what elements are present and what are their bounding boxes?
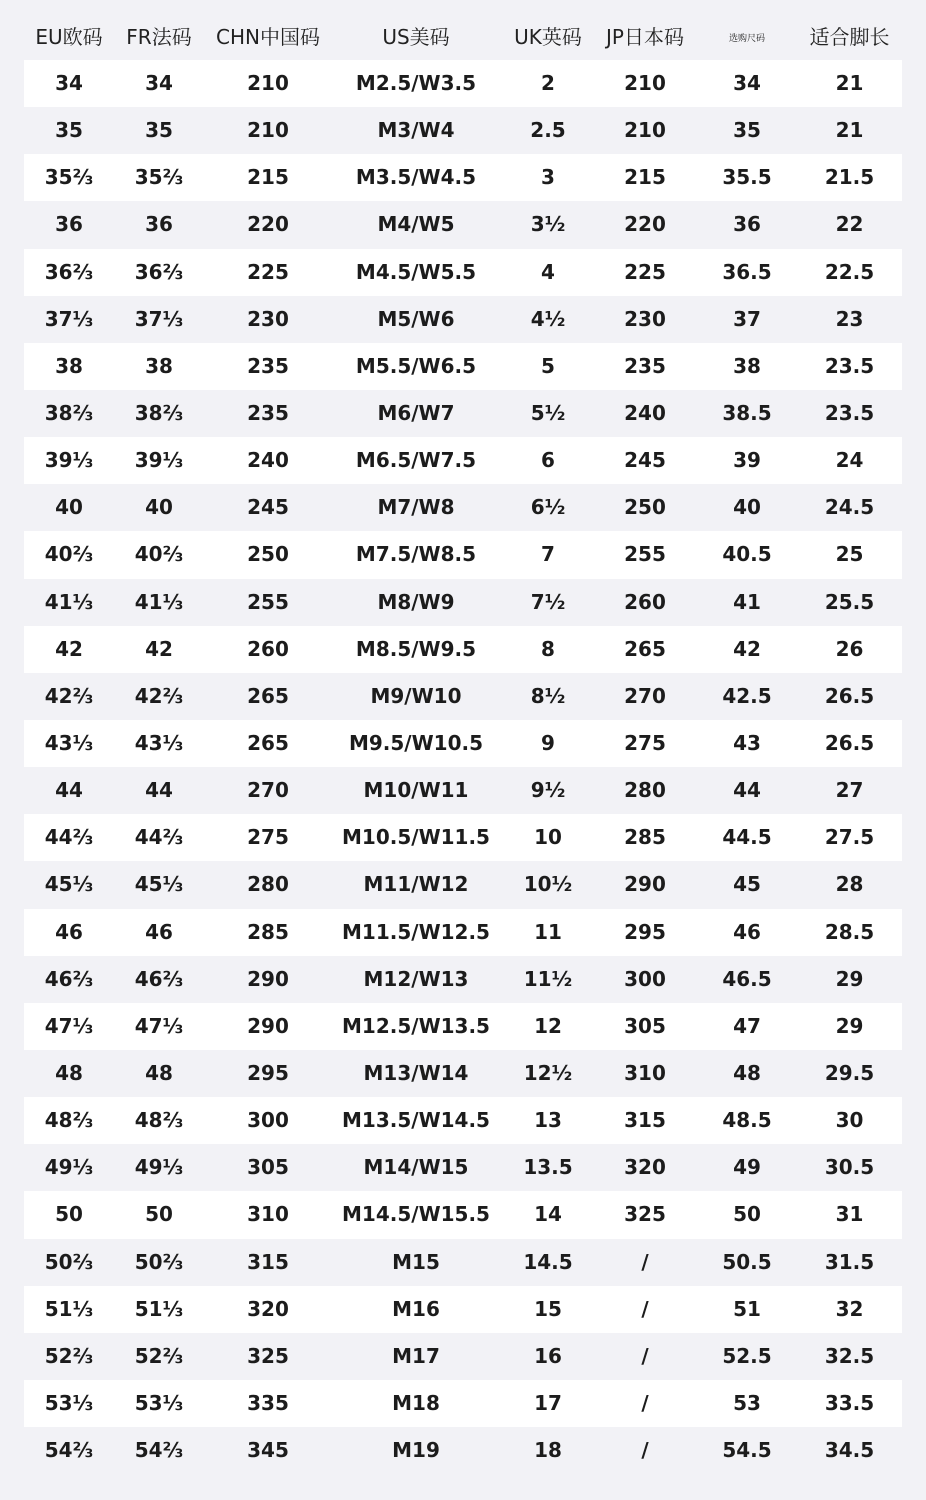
cell-jp: 210	[624, 71, 666, 95]
table-row	[24, 201, 902, 248]
cell-foot-length: 25	[835, 542, 864, 567]
cell-us: M6/W7	[377, 400, 455, 425]
cell-fr: 37⅓	[134, 306, 184, 331]
table-row	[24, 296, 902, 343]
table-row	[24, 437, 902, 484]
cell-fr: 48⅔	[134, 1108, 184, 1133]
cell-foot-length: 21.5	[824, 165, 875, 190]
cell-foot-length: 22	[835, 212, 864, 237]
cell-eu: 43⅓	[44, 730, 94, 755]
cell-uk: 7	[541, 542, 555, 567]
table-row	[24, 1286, 902, 1333]
table-row	[24, 1191, 902, 1238]
cell-selected-size: 35.5	[722, 165, 772, 190]
cell-chn: 335	[247, 1390, 289, 1415]
cell-foot-length: 21	[835, 118, 864, 143]
cell-fr: 42	[145, 636, 173, 661]
cell-us: M15	[392, 1249, 440, 1274]
cell-uk: 6½	[530, 495, 566, 520]
table-row	[24, 107, 902, 154]
cell-chn: 320	[247, 1296, 289, 1321]
cell-uk: 8½	[530, 683, 566, 708]
table-row	[24, 249, 902, 296]
size-chart-body	[24, 60, 902, 1474]
cell-fr: 43⅓	[134, 730, 184, 755]
cell-foot-length: 29	[835, 966, 864, 991]
table-row	[24, 956, 902, 1003]
cell-fr: 45⅓	[134, 872, 184, 897]
table-row	[24, 1380, 902, 1427]
cell-eu: 50	[55, 1202, 83, 1227]
cell-eu: 40	[55, 495, 83, 520]
cell-us: M12/W13	[363, 966, 469, 991]
cell-us: M16	[392, 1296, 440, 1321]
cell-jp: 225	[624, 259, 666, 284]
cell-jp: /	[641, 1249, 649, 1274]
table-row	[24, 484, 902, 531]
cell-uk: 3½	[530, 212, 566, 237]
cell-eu: 44	[55, 778, 83, 803]
cell-uk: 3	[541, 165, 555, 190]
cell-fr: 46	[145, 919, 173, 944]
header-fr: FR法码	[126, 25, 192, 49]
cell-uk: 5½	[530, 400, 566, 425]
cell-eu: 34	[55, 71, 83, 95]
cell-eu: 49⅓	[44, 1155, 94, 1180]
table-row	[24, 861, 902, 908]
cell-jp: 280	[624, 778, 666, 803]
cell-jp: 290	[624, 872, 666, 897]
cell-us: M13/W14	[363, 1060, 469, 1085]
cell-chn: 300	[247, 1108, 289, 1133]
cell-eu: 47⅓	[44, 1013, 94, 1038]
cell-eu: 44⅔	[44, 825, 94, 850]
cell-chn: 270	[247, 778, 289, 803]
cell-uk: 12½	[523, 1060, 573, 1085]
cell-foot-length: 23	[835, 306, 864, 331]
table-row	[24, 1333, 902, 1380]
cell-eu: 38	[55, 353, 83, 378]
table-row	[24, 1003, 902, 1050]
table-row	[24, 531, 902, 578]
table-row	[24, 1427, 902, 1474]
cell-chn: 280	[247, 872, 289, 897]
cell-foot-length: 24.5	[824, 495, 875, 520]
cell-foot-length: 26.5	[824, 683, 875, 708]
cell-us: M4/W5	[377, 212, 455, 237]
cell-selected-size: 50	[733, 1202, 761, 1227]
cell-chn: 285	[247, 919, 289, 944]
cell-eu: 50⅔	[44, 1249, 94, 1274]
cell-eu: 35⅔	[44, 165, 94, 190]
cell-uk: 17	[534, 1390, 562, 1415]
cell-selected-size: 43	[733, 730, 761, 755]
cell-fr: 47⅓	[134, 1013, 184, 1038]
cell-us: M14/W15	[363, 1155, 469, 1180]
cell-uk: 14	[534, 1202, 562, 1227]
cell-us: M9/W10	[370, 683, 462, 708]
cell-chn: 305	[247, 1155, 289, 1180]
header-eu: EU欧码	[35, 25, 103, 49]
cell-jp: 300	[624, 966, 666, 991]
table-row	[24, 390, 902, 437]
cell-fr: 42⅔	[134, 683, 184, 708]
cell-chn: 215	[247, 165, 289, 190]
cell-us: M6.5/W7.5	[355, 448, 477, 473]
cell-us: M8/W9	[377, 589, 455, 614]
table-row	[24, 626, 902, 673]
cell-chn: 315	[247, 1249, 289, 1274]
cell-uk: 13.5	[523, 1155, 573, 1180]
cell-fr: 38⅔	[134, 400, 184, 425]
cell-foot-length: 25.5	[824, 589, 875, 614]
cell-foot-length: 34.5	[824, 1438, 875, 1463]
cell-us: M7.5/W8.5	[355, 542, 477, 567]
cell-fr: 54⅔	[134, 1438, 184, 1463]
header-foot-length: 适合脚长	[809, 25, 890, 49]
cell-jp: 215	[624, 165, 666, 190]
cell-fr: 35⅔	[134, 165, 184, 190]
cell-selected-size: 54.5	[722, 1438, 772, 1463]
cell-jp: /	[641, 1390, 649, 1415]
cell-uk: 4	[541, 259, 555, 284]
cell-selected-size: 42.5	[722, 683, 772, 708]
cell-selected-size: 46	[733, 919, 761, 944]
cell-foot-length: 27.5	[824, 825, 875, 850]
cell-eu: 52⅔	[44, 1343, 94, 1368]
cell-jp: 265	[624, 636, 666, 661]
cell-fr: 40	[145, 495, 173, 520]
cell-eu: 40⅔	[44, 542, 94, 567]
table-row	[24, 154, 902, 201]
cell-foot-length: 23.5	[824, 400, 875, 425]
cell-chn: 235	[247, 400, 289, 425]
cell-foot-length: 26.5	[824, 730, 875, 755]
cell-uk: 9½	[530, 778, 566, 803]
cell-foot-length: 21	[835, 71, 864, 95]
cell-fr: 40⅔	[134, 542, 184, 567]
table-row	[24, 814, 902, 861]
cell-fr: 53⅓	[134, 1390, 184, 1415]
cell-jp: 235	[624, 353, 666, 378]
cell-uk: 13	[534, 1108, 562, 1133]
cell-eu: 46	[55, 919, 83, 944]
cell-selected-size: 36.5	[722, 259, 772, 284]
cell-us: M5.5/W6.5	[355, 353, 477, 378]
cell-selected-size: 52.5	[722, 1343, 772, 1368]
cell-selected-size: 38	[733, 353, 761, 378]
cell-jp: 310	[624, 1060, 666, 1085]
table-row	[24, 720, 902, 767]
cell-us: M11.5/W12.5	[342, 919, 490, 944]
cell-foot-length: 29	[835, 1013, 864, 1038]
cell-chn: 260	[247, 636, 289, 661]
cell-uk: 7½	[530, 589, 566, 614]
cell-us: M5/W6	[377, 306, 455, 331]
cell-us: M2.5/W3.5	[355, 71, 477, 95]
cell-fr: 48	[145, 1060, 173, 1085]
cell-foot-length: 30	[835, 1108, 864, 1133]
cell-selected-size: 45	[733, 872, 761, 897]
cell-fr: 38	[145, 353, 173, 378]
cell-selected-size: 34	[733, 71, 761, 95]
cell-jp: 295	[624, 919, 666, 944]
cell-selected-size: 50.5	[722, 1249, 772, 1274]
cell-fr: 49⅓	[134, 1155, 184, 1180]
cell-us: M8.5/W9.5	[355, 636, 477, 661]
cell-uk: 15	[534, 1296, 562, 1321]
cell-foot-length: 31	[835, 1202, 864, 1227]
cell-uk: 8	[541, 636, 555, 661]
cell-foot-length: 22.5	[824, 259, 875, 284]
cell-chn: 310	[247, 1202, 289, 1227]
cell-uk: 6	[541, 448, 555, 473]
table-row	[24, 1239, 902, 1286]
table-row	[24, 343, 902, 390]
cell-uk: 5	[541, 353, 555, 378]
table-row	[24, 1097, 902, 1144]
cell-chn: 275	[247, 825, 289, 850]
cell-jp: 275	[624, 730, 666, 755]
cell-foot-length: 27	[835, 778, 864, 803]
cell-selected-size: 46.5	[722, 966, 772, 991]
cell-us: M17	[392, 1343, 440, 1368]
cell-uk: 10	[534, 825, 562, 850]
cell-chn: 210	[247, 118, 289, 143]
cell-us: M11/W12	[363, 872, 469, 897]
cell-jp: 270	[624, 683, 666, 708]
cell-selected-size: 39	[733, 448, 761, 473]
table-row	[24, 673, 902, 720]
cell-us: M10.5/W11.5	[342, 825, 490, 850]
cell-fr: 44⅔	[134, 825, 184, 850]
cell-eu: 42	[55, 636, 83, 661]
cell-jp: 325	[624, 1202, 666, 1227]
cell-selected-size: 47	[733, 1013, 761, 1038]
cell-selected-size: 44	[733, 778, 761, 803]
cell-fr: 36	[145, 212, 173, 237]
cell-us: M12.5/W13.5	[342, 1013, 490, 1038]
cell-uk: 10½	[523, 872, 573, 897]
cell-fr: 52⅔	[134, 1343, 184, 1368]
cell-chn: 225	[247, 259, 289, 284]
cell-us: M14.5/W15.5	[342, 1202, 490, 1227]
cell-eu: 45⅓	[44, 872, 94, 897]
cell-fr: 51⅓	[134, 1296, 184, 1321]
cell-jp: 220	[624, 212, 666, 237]
cell-uk: 11½	[523, 966, 573, 991]
cell-uk: 9	[541, 730, 555, 755]
cell-us: M4.5/W5.5	[355, 259, 477, 284]
cell-fr: 41⅓	[134, 589, 184, 614]
cell-selected-size: 41	[733, 589, 761, 614]
cell-jp: 305	[624, 1013, 666, 1038]
header-chn: CHN中国码	[216, 25, 320, 49]
cell-fr: 50⅔	[134, 1249, 184, 1274]
cell-fr: 36⅔	[134, 259, 184, 284]
cell-chn: 210	[247, 71, 289, 95]
cell-eu: 54⅔	[44, 1438, 94, 1463]
size-chart-header	[24, 14, 902, 60]
cell-selected-size: 37	[733, 306, 761, 331]
cell-chn: 345	[247, 1438, 289, 1463]
cell-foot-length: 31.5	[824, 1249, 875, 1274]
cell-us: M19	[392, 1438, 440, 1463]
cell-fr: 34	[145, 71, 173, 95]
cell-eu: 51⅓	[44, 1296, 94, 1321]
cell-jp: 240	[624, 400, 666, 425]
cell-foot-length: 23.5	[824, 353, 875, 378]
cell-jp: 285	[624, 825, 666, 850]
cell-chn: 220	[247, 212, 289, 237]
cell-chn: 290	[247, 966, 289, 991]
cell-foot-length: 32.5	[824, 1343, 875, 1368]
cell-fr: 50	[145, 1202, 173, 1227]
cell-jp: /	[641, 1438, 649, 1463]
cell-foot-length: 33.5	[824, 1390, 875, 1415]
cell-selected-size: 36	[733, 212, 761, 237]
cell-chn: 250	[247, 542, 289, 567]
cell-us: M18	[392, 1390, 440, 1415]
cell-eu: 37⅓	[44, 306, 94, 331]
cell-chn: 240	[247, 448, 289, 473]
cell-fr: 46⅔	[134, 966, 184, 991]
cell-uk: 4½	[530, 306, 566, 331]
cell-us: M13.5/W14.5	[342, 1108, 490, 1133]
cell-uk: 2	[541, 71, 555, 95]
cell-chn: 235	[247, 353, 289, 378]
cell-foot-length: 28	[835, 872, 864, 897]
cell-selected-size: 44.5	[722, 825, 772, 850]
cell-foot-length: 32	[835, 1296, 864, 1321]
cell-eu: 48⅔	[44, 1108, 94, 1133]
cell-selected-size: 42	[733, 636, 761, 661]
header-selected-size: 选购尺码	[728, 34, 765, 44]
cell-fr: 44	[145, 778, 173, 803]
cell-jp: 210	[624, 118, 666, 143]
cell-jp: /	[641, 1343, 649, 1368]
cell-uk: 11	[534, 919, 562, 944]
cell-eu: 42⅔	[44, 683, 94, 708]
cell-selected-size: 48.5	[722, 1108, 772, 1133]
cell-chn: 290	[247, 1013, 289, 1038]
cell-selected-size: 40	[733, 495, 761, 520]
cell-jp: 250	[624, 495, 666, 520]
cell-selected-size: 51	[733, 1296, 761, 1321]
cell-chn: 265	[247, 683, 289, 708]
cell-jp: 260	[624, 589, 666, 614]
cell-us: M9.5/W10.5	[348, 730, 484, 755]
cell-jp: 315	[624, 1108, 666, 1133]
table-row	[24, 1050, 902, 1097]
cell-us: M3.5/W4.5	[355, 165, 477, 190]
cell-foot-length: 26	[835, 636, 864, 661]
cell-chn: 265	[247, 730, 289, 755]
cell-us: M10/W11	[363, 778, 469, 803]
cell-chn: 230	[247, 306, 289, 331]
cell-selected-size: 49	[733, 1155, 761, 1180]
cell-eu: 53⅓	[44, 1390, 94, 1415]
cell-fr: 35	[145, 118, 173, 143]
cell-selected-size: 48	[733, 1060, 761, 1085]
cell-us: M7/W8	[377, 495, 455, 520]
cell-jp: 230	[624, 306, 666, 331]
cell-selected-size: 53	[733, 1390, 761, 1415]
cell-uk: 12	[534, 1013, 562, 1038]
cell-jp: 255	[624, 542, 666, 567]
cell-chn: 245	[247, 495, 289, 520]
cell-eu: 36⅔	[44, 259, 94, 284]
table-row	[24, 60, 902, 107]
table-row	[24, 579, 902, 626]
cell-eu: 39⅓	[44, 448, 94, 473]
cell-foot-length: 29.5	[824, 1060, 875, 1085]
cell-eu: 36	[55, 212, 83, 237]
cell-uk: 14.5	[523, 1249, 573, 1274]
cell-selected-size: 35	[733, 118, 761, 143]
cell-eu: 35	[55, 118, 83, 143]
cell-eu: 41⅓	[44, 589, 94, 614]
table-row	[24, 767, 902, 814]
cell-chn: 325	[247, 1343, 289, 1368]
cell-chn: 295	[247, 1060, 289, 1085]
cell-jp: 245	[624, 448, 666, 473]
cell-us: M3/W4	[377, 118, 455, 143]
cell-uk: 2.5	[530, 118, 566, 143]
cell-fr: 39⅓	[134, 448, 184, 473]
header-us: US美码	[382, 25, 450, 49]
cell-uk: 18	[534, 1438, 562, 1463]
cell-foot-length: 30.5	[824, 1155, 875, 1180]
cell-foot-length: 28.5	[824, 919, 875, 944]
cell-jp: /	[641, 1296, 649, 1321]
cell-eu: 48	[55, 1060, 83, 1085]
cell-eu: 46⅔	[44, 966, 94, 991]
cell-uk: 16	[534, 1343, 562, 1368]
header-jp: JP日本码	[606, 25, 684, 49]
table-row	[24, 1144, 902, 1191]
cell-eu: 38⅔	[44, 400, 94, 425]
cell-jp: 320	[624, 1155, 666, 1180]
cell-chn: 255	[247, 589, 289, 614]
header-uk: UK英码	[514, 25, 582, 49]
cell-foot-length: 24	[835, 448, 864, 473]
cell-selected-size: 40.5	[722, 542, 772, 567]
table-row	[24, 909, 902, 956]
cell-selected-size: 38.5	[722, 400, 772, 425]
